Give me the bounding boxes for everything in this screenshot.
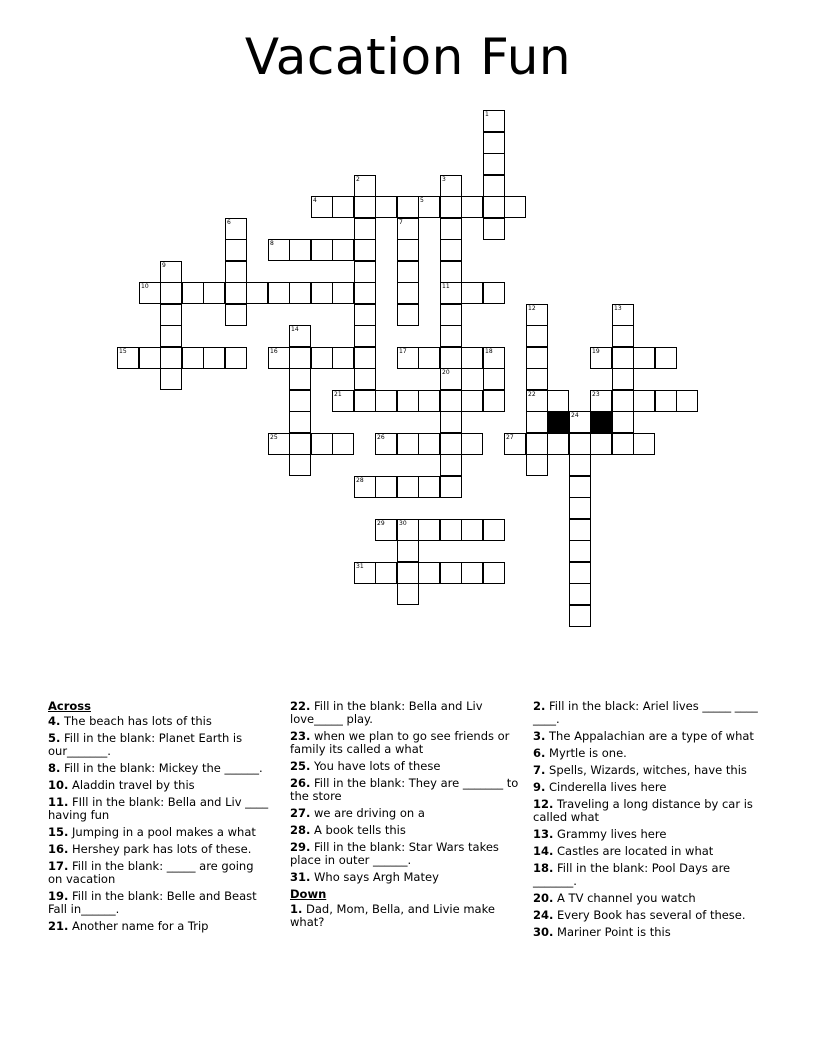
grid-cell[interactable] (440, 390, 462, 412)
grid-cell[interactable] (332, 347, 354, 369)
clue-num: 25. (290, 759, 311, 773)
grid-cell[interactable] (289, 390, 311, 412)
clue-num: 15. (48, 825, 69, 839)
grid-cell[interactable] (397, 583, 419, 605)
clue-text: Who says Argh Matey (310, 870, 439, 884)
clue-num: 23. (290, 729, 311, 743)
grid-cell[interactable] (440, 476, 462, 498)
grid-cell[interactable] (483, 132, 505, 154)
grid-cell[interactable] (354, 390, 376, 412)
clue-text: Fill in the blank: Bella and Liv love_____ play. (290, 699, 483, 726)
clue-text: The Appalachian are a type of what (545, 729, 754, 743)
clue-text: Fill in the blank: Pool Days are _______. (533, 861, 731, 888)
grid-cell[interactable] (483, 562, 505, 584)
grid-cell[interactable] (418, 390, 440, 412)
across-clue (290, 824, 522, 837)
grid-cell[interactable] (418, 347, 440, 369)
grid-cell[interactable] (332, 433, 354, 455)
clue-num: 28. (290, 823, 311, 837)
grid-cell[interactable] (612, 347, 634, 369)
across-clue (48, 920, 270, 933)
clue-number: 12 (528, 305, 536, 312)
clue-text: when we plan to go see friends or family its called a what (290, 729, 510, 756)
clue-num: 3. (533, 729, 546, 743)
clue-text: Fill in the blank: They are _______ to the store (290, 776, 519, 803)
grid-cell[interactable] (354, 196, 376, 218)
grid-cell[interactable] (225, 282, 247, 304)
down-clue (533, 926, 765, 939)
grid-cell[interactable] (676, 390, 698, 412)
grid-cell[interactable] (440, 519, 462, 541)
grid-cell[interactable] (483, 368, 505, 390)
across-clue (48, 762, 270, 775)
clue-text: FIll in the blank: Bella and Liv ____ having fun (48, 795, 269, 822)
grid-cell[interactable] (612, 433, 634, 455)
grid-cell[interactable] (375, 476, 397, 498)
clue-num: 13. (533, 827, 554, 841)
clue-number: 27 (506, 434, 514, 441)
grid-cell[interactable] (332, 239, 354, 261)
clue-num: 10. (48, 778, 69, 792)
grid-cell[interactable] (440, 304, 462, 326)
grid-cell[interactable] (633, 390, 655, 412)
across-heading: Across (48, 699, 91, 713)
across-clue (48, 860, 270, 886)
grid-cell[interactable] (547, 390, 569, 412)
across-clue (290, 730, 522, 756)
clue-number: 10 (141, 283, 149, 290)
down-clue (533, 909, 765, 922)
clue-number: 5 (420, 197, 424, 204)
grid-cell[interactable] (375, 196, 397, 218)
grid-cell[interactable] (289, 433, 311, 455)
grid-cell[interactable] (569, 433, 591, 455)
grid-cell[interactable] (440, 433, 462, 455)
grid-cell[interactable] (397, 282, 419, 304)
grid-cell[interactable] (397, 476, 419, 498)
clue-text: Every Book has several of these. (553, 908, 746, 922)
clue-number: 22 (528, 391, 536, 398)
clue-text: Hershey park has lots of these. (68, 842, 252, 856)
grid-cell[interactable] (547, 433, 569, 455)
clue-text: Cinderella lives here (545, 780, 667, 794)
grid-cell[interactable] (612, 325, 634, 347)
clue-num: 31. (290, 870, 311, 884)
across-clue (48, 732, 270, 758)
clue-number: 19 (592, 348, 600, 355)
grid-cell[interactable] (526, 454, 548, 476)
grid-cell[interactable] (160, 282, 182, 304)
clue-text: Grammy lives here (553, 827, 667, 841)
clue-text: Castles are located in what (553, 844, 714, 858)
across-clue (48, 779, 270, 792)
grid-cell[interactable] (590, 433, 612, 455)
across-clue (290, 700, 522, 726)
grid-cell[interactable] (397, 239, 419, 261)
clue-num: 7. (533, 763, 546, 777)
grid-cell[interactable] (440, 454, 462, 476)
grid-cell[interactable] (440, 239, 462, 261)
grid-cell[interactable] (225, 239, 247, 261)
clue-num: 21. (48, 919, 69, 933)
grid-cell[interactable] (418, 519, 440, 541)
grid-cell[interactable] (354, 261, 376, 283)
clue-num: 29. (290, 840, 311, 854)
clue-num: 9. (533, 780, 546, 794)
grid-cell[interactable] (655, 390, 677, 412)
across-clue (290, 777, 522, 803)
grid-cell[interactable] (612, 390, 634, 412)
grid-cell[interactable] (397, 261, 419, 283)
clue-num: 16. (48, 842, 69, 856)
grid-cell[interactable] (440, 196, 462, 218)
grid-cell[interactable] (418, 433, 440, 455)
clue-number: 20 (442, 369, 450, 376)
clue-text: Myrtle is one. (545, 746, 627, 760)
clue-num: 19. (48, 889, 69, 903)
clue-number: 17 (399, 348, 407, 355)
grid-cell[interactable] (354, 368, 376, 390)
grid-cell[interactable] (139, 347, 161, 369)
grid-cell[interactable] (160, 347, 182, 369)
grid-cell[interactable] (332, 282, 354, 304)
grid-cell[interactable] (461, 562, 483, 584)
down-clue (533, 892, 765, 905)
clue-text: Spells, Wizards, witches, have this (545, 763, 747, 777)
clue-num: 11. (48, 795, 69, 809)
grid-cell[interactable] (397, 540, 419, 562)
grid-cell[interactable] (160, 325, 182, 347)
grid-cell[interactable] (569, 540, 591, 562)
clue-number: 16 (270, 348, 278, 355)
clue-number: 13 (614, 305, 622, 312)
clue-num: 26. (290, 776, 311, 790)
clue-number: 9 (162, 262, 166, 269)
down-clue (290, 903, 522, 929)
grid-cell[interactable] (418, 476, 440, 498)
across-clue (48, 890, 270, 916)
clue-num: 5. (48, 731, 61, 745)
grid-cell[interactable] (160, 304, 182, 326)
grid-cell[interactable] (633, 347, 655, 369)
clue-column-2 (290, 700, 522, 933)
across-clue (48, 796, 270, 822)
clue-num: 8. (48, 761, 61, 775)
clue-num: 2. (533, 699, 546, 713)
across-clue (290, 760, 522, 773)
grid-cell[interactable] (440, 411, 462, 433)
grid-cell[interactable] (483, 282, 505, 304)
grid-cell[interactable] (354, 347, 376, 369)
clue-text: we are driving on a (310, 806, 425, 820)
grid-cell[interactable] (225, 304, 247, 326)
grid-cell[interactable] (203, 347, 225, 369)
grid-cell[interactable] (311, 239, 333, 261)
grid-cell[interactable] (418, 562, 440, 584)
grid-cell[interactable] (569, 476, 591, 498)
clue-number: 29 (377, 520, 385, 527)
clue-number: 30 (399, 520, 407, 527)
clue-number: 25 (270, 434, 278, 441)
down-clue (533, 764, 765, 777)
grid-cell[interactable] (354, 239, 376, 261)
grid-cell[interactable] (225, 261, 247, 283)
clue-text: Fill in the blank: _____ are going on vacation (48, 859, 254, 886)
black-square (547, 411, 569, 433)
clue-number: 4 (313, 197, 317, 204)
clue-text: Fill in the blank: Belle and Beast Fall in______. (48, 889, 257, 916)
down-clue (533, 747, 765, 760)
clue-num: 12. (533, 797, 554, 811)
grid-cell[interactable] (354, 304, 376, 326)
grid-cell[interactable] (483, 390, 505, 412)
clue-text: A book tells this (310, 823, 406, 837)
grid-cell[interactable] (397, 433, 419, 455)
down-heading: Down (290, 887, 327, 901)
grid-cell[interactable] (483, 218, 505, 240)
clue-num: 24. (533, 908, 554, 922)
clue-number: 23 (592, 391, 600, 398)
clue-text: Fill in the blank: Planet Earth is our_______. (48, 731, 243, 758)
clue-column-1 (48, 700, 270, 937)
down-clue (533, 845, 765, 858)
across-clue (290, 871, 522, 884)
clue-text: Dad, Mom, Bella, and Livie make what? (290, 902, 495, 929)
grid-cell[interactable] (375, 390, 397, 412)
clue-num: 20. (533, 891, 554, 905)
clue-text: Mariner Point is this (553, 925, 671, 939)
grid-cell[interactable] (311, 347, 333, 369)
grid-cell[interactable] (440, 347, 462, 369)
grid-cell[interactable] (440, 562, 462, 584)
grid-cell[interactable] (612, 368, 634, 390)
clue-number: 18 (485, 348, 493, 355)
grid-cell[interactable] (569, 497, 591, 519)
clue-text: Traveling a long distance by car is called what (533, 797, 753, 824)
clue-num: 27. (290, 806, 311, 820)
grid-cell[interactable] (461, 347, 483, 369)
grid-cell[interactable] (289, 239, 311, 261)
black-square (590, 411, 612, 433)
grid-cell[interactable] (440, 261, 462, 283)
grid-cell[interactable] (354, 282, 376, 304)
clue-text: Aladdin travel by this (68, 778, 195, 792)
clue-number: 26 (377, 434, 385, 441)
grid-cell[interactable] (311, 433, 333, 455)
clue-num: 18. (533, 861, 554, 875)
across-clue (48, 715, 270, 728)
grid-cell[interactable] (526, 347, 548, 369)
grid-cell[interactable] (483, 519, 505, 541)
clue-number: 7 (399, 219, 403, 226)
grid-cell[interactable] (289, 454, 311, 476)
grid-cell[interactable] (160, 368, 182, 390)
clue-number: 15 (119, 348, 127, 355)
clue-num: 6. (533, 746, 546, 760)
clue-text: You have lots of these (310, 759, 441, 773)
down-clue (533, 730, 765, 743)
grid-cell[interactable] (526, 368, 548, 390)
grid-cell[interactable] (182, 282, 204, 304)
grid-cell[interactable] (397, 390, 419, 412)
grid-cell[interactable] (397, 304, 419, 326)
grid-cell[interactable] (289, 282, 311, 304)
grid-cell[interactable] (397, 562, 419, 584)
grid-cell[interactable] (354, 218, 376, 240)
grid-cell[interactable] (268, 282, 290, 304)
clue-text: A TV channel you watch (553, 891, 696, 905)
clue-number: 6 (227, 219, 231, 226)
clue-number: 21 (334, 391, 342, 398)
grid-cell[interactable] (246, 282, 268, 304)
grid-cell[interactable] (526, 411, 548, 433)
down-clue (533, 862, 765, 888)
clue-number: 8 (270, 240, 274, 247)
grid-cell[interactable] (461, 196, 483, 218)
page-title: Vacation Fun (244, 28, 572, 86)
grid-cell[interactable] (655, 347, 677, 369)
grid-cell[interactable] (354, 325, 376, 347)
clue-number: 14 (291, 326, 299, 333)
clue-number: 31 (356, 563, 364, 570)
clue-num: 22. (290, 699, 311, 713)
grid-cell[interactable] (483, 175, 505, 197)
grid-cell[interactable] (633, 433, 655, 455)
clue-num: 30. (533, 925, 554, 939)
down-clue (533, 700, 765, 726)
clue-text: Fill in the blank: Star Wars takes place in outer ______. (290, 840, 499, 867)
grid-cell[interactable] (461, 433, 483, 455)
grid-cell[interactable] (526, 325, 548, 347)
grid-cell[interactable] (461, 282, 483, 304)
grid-cell[interactable] (569, 605, 591, 627)
grid-cell[interactable] (311, 282, 333, 304)
grid-cell[interactable] (375, 562, 397, 584)
grid-cell[interactable] (289, 347, 311, 369)
grid-cell[interactable] (289, 411, 311, 433)
grid-cell[interactable] (504, 196, 526, 218)
clue-number: 28 (356, 477, 364, 484)
clue-num: 17. (48, 859, 69, 873)
clue-text: Jumping in a pool makes a what (68, 825, 256, 839)
clue-num: 1. (290, 902, 303, 916)
across-clue (48, 843, 270, 856)
grid-cell[interactable] (440, 325, 462, 347)
down-clue (533, 781, 765, 794)
clue-column-3 (533, 700, 765, 943)
grid-cell[interactable] (461, 519, 483, 541)
grid-cell[interactable] (483, 196, 505, 218)
clue-text: Fill in the blank: Mickey the ______. (60, 761, 263, 775)
grid-cell[interactable] (569, 519, 591, 541)
clue-text: Another name for a Trip (68, 919, 209, 933)
clue-text: Fill in the black: Ariel lives _____ ____ ____. (533, 699, 758, 726)
down-clue (533, 798, 765, 824)
grid-cell[interactable] (526, 433, 548, 455)
grid-cell[interactable] (569, 454, 591, 476)
across-clue (48, 826, 270, 839)
clue-number: 1 (485, 111, 489, 118)
across-clue (290, 807, 522, 820)
grid-cell[interactable] (483, 153, 505, 175)
grid-cell[interactable] (569, 562, 591, 584)
clue-num: 14. (533, 844, 554, 858)
grid-cell[interactable] (397, 196, 419, 218)
grid-cell[interactable] (203, 282, 225, 304)
grid-cell[interactable] (225, 347, 247, 369)
grid-cell[interactable] (612, 411, 634, 433)
clue-text: The beach has lots of this (60, 714, 212, 728)
grid-cell[interactable] (289, 368, 311, 390)
clue-number: 24 (571, 412, 579, 419)
across-clue (290, 841, 522, 867)
grid-cell[interactable] (440, 218, 462, 240)
grid-cell[interactable] (332, 196, 354, 218)
clue-number: 2 (356, 176, 360, 183)
grid-cell[interactable] (182, 347, 204, 369)
grid-cell[interactable] (461, 390, 483, 412)
clue-num: 4. (48, 714, 61, 728)
clue-number: 11 (442, 283, 450, 290)
down-clue (533, 828, 765, 841)
clue-number: 3 (442, 176, 446, 183)
grid-cell[interactable] (569, 583, 591, 605)
